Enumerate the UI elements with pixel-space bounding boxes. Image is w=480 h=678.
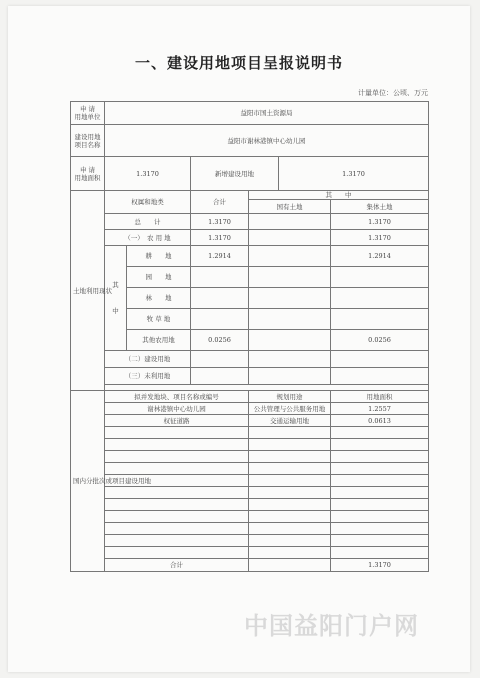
row-construction-total — [191, 351, 249, 368]
row-agri-label: （一） 农 用 地 — [105, 230, 191, 246]
row-total-label: 总 计 — [105, 214, 191, 230]
unit-note: 计量单位：公顷、万元 — [358, 89, 428, 97]
row-construction — [71, 351, 429, 368]
row-unused-state — [249, 368, 331, 385]
row-unused-total — [191, 368, 249, 385]
row-agri — [71, 230, 429, 246]
new-land-label: 新增建设用地 — [191, 157, 279, 191]
row-pasture-collective — [331, 309, 429, 330]
project-side-label: 国内分批次或项目建设用地 — [71, 391, 105, 572]
proj-col-area: 用地面积 — [331, 391, 429, 403]
project-empty-row — [71, 523, 429, 535]
sum-row — [71, 559, 429, 572]
col-collective-header: 集体土地 — [331, 200, 429, 214]
sum-value: 1.3170 — [331, 559, 429, 572]
status-header-row-1 — [71, 191, 429, 200]
applicant-value: 益阳市国土资源局 — [105, 102, 429, 125]
project-empty-row — [71, 439, 429, 451]
col-among-header: 其 中 — [249, 191, 429, 200]
row-construction-collective — [331, 351, 429, 368]
project-row — [71, 125, 429, 157]
row-agri-collective: 1.3170 — [331, 230, 429, 246]
document-page — [8, 6, 470, 672]
row-construction-label: （二）建设用地 — [105, 351, 191, 368]
proj-col-name: 拟并发地块、项目名称或编号 — [105, 391, 249, 403]
project-row-2 — [71, 415, 429, 427]
among-char-2: 中 — [112, 307, 119, 315]
col-state-header: 国有土地 — [249, 200, 331, 214]
row-garden-label: 园 地 — [127, 267, 191, 288]
project-2-name: 权征道路 — [105, 415, 249, 427]
row-forest-label: 林 地 — [127, 288, 191, 309]
watermark-text: 中国益阳门户网 — [244, 612, 419, 640]
row-forest-state — [249, 288, 331, 309]
row-total-total: 1.3170 — [191, 214, 249, 230]
row-forest-total — [191, 288, 249, 309]
row-garden-state — [249, 267, 331, 288]
project-2-area: 0.0613 — [331, 415, 429, 427]
project-1-area: 1.2557 — [331, 403, 429, 415]
col-type-header: 权属和地类 — [105, 191, 191, 214]
row-other-agri-label: 其他农用地 — [127, 330, 191, 351]
row-agri-total: 1.3170 — [191, 230, 249, 246]
project-empty-row — [71, 463, 429, 475]
application-form-table — [70, 101, 429, 572]
row-other-agri-total: 0.0256 — [191, 330, 249, 351]
row-unused-collective — [331, 368, 429, 385]
project-empty-row — [71, 535, 429, 547]
row-agri-state — [249, 230, 331, 246]
project-1-use: 公共管理与公共服务用地 — [249, 403, 331, 415]
row-total — [71, 214, 429, 230]
row-total-state — [249, 214, 331, 230]
row-construction-state — [249, 351, 331, 368]
row-pasture-state — [249, 309, 331, 330]
project-header-row — [71, 391, 429, 403]
among-char-1: 其 — [112, 281, 119, 289]
area-row — [71, 157, 429, 191]
area-label: 申 请 用地面积 — [71, 157, 105, 191]
status-side-label: 土地利用现状 — [71, 191, 105, 391]
row-unused-label: （三）未利用地 — [105, 368, 191, 385]
applicant-row — [71, 102, 429, 125]
row-cultivated-total: 1.2914 — [191, 246, 249, 267]
row-other-agri-collective: 0.0256 — [331, 330, 429, 351]
row-cultivated-label: 耕 地 — [127, 246, 191, 267]
project-value: 益阳市谢林港镇中心幼儿园 — [105, 125, 429, 157]
sum-label: 合计 — [105, 559, 249, 572]
applicant-label: 申 请 用地单位 — [71, 102, 105, 125]
new-land-value: 1.3170 — [279, 157, 429, 191]
among-label — [105, 246, 127, 351]
row-cultivated-collective: 1.2914 — [331, 246, 429, 267]
row-forest-collective — [331, 288, 429, 309]
project-empty-row — [71, 487, 429, 499]
project-empty-row — [71, 511, 429, 523]
project-empty-row — [71, 451, 429, 463]
row-garden-collective — [331, 267, 429, 288]
row-other-agri-state — [249, 330, 331, 351]
page-title: 一、建设用地项目呈报说明书 — [134, 54, 343, 72]
row-cultivated-state — [249, 246, 331, 267]
project-label: 建设用地 项目名称 — [71, 125, 105, 157]
sum-use-empty — [249, 559, 331, 572]
col-total-header: 合计 — [191, 191, 249, 214]
project-1-name: 谢林港镇中心幼儿园 — [105, 403, 249, 415]
project-empty-row — [71, 547, 429, 559]
row-garden-total — [191, 267, 249, 288]
area-value: 1.3170 — [105, 157, 191, 191]
row-pasture-label: 牧 草 地 — [127, 309, 191, 330]
row-pasture-total — [191, 309, 249, 330]
row-cultivated — [71, 246, 429, 267]
row-unused — [71, 368, 429, 385]
row-total-collective: 1.3170 — [331, 214, 429, 230]
proj-col-use: 规划用途 — [249, 391, 331, 403]
project-2-use: 交通运输用地 — [249, 415, 331, 427]
project-row-1 — [71, 403, 429, 415]
project-empty-row — [71, 499, 429, 511]
project-empty-row — [71, 427, 429, 439]
